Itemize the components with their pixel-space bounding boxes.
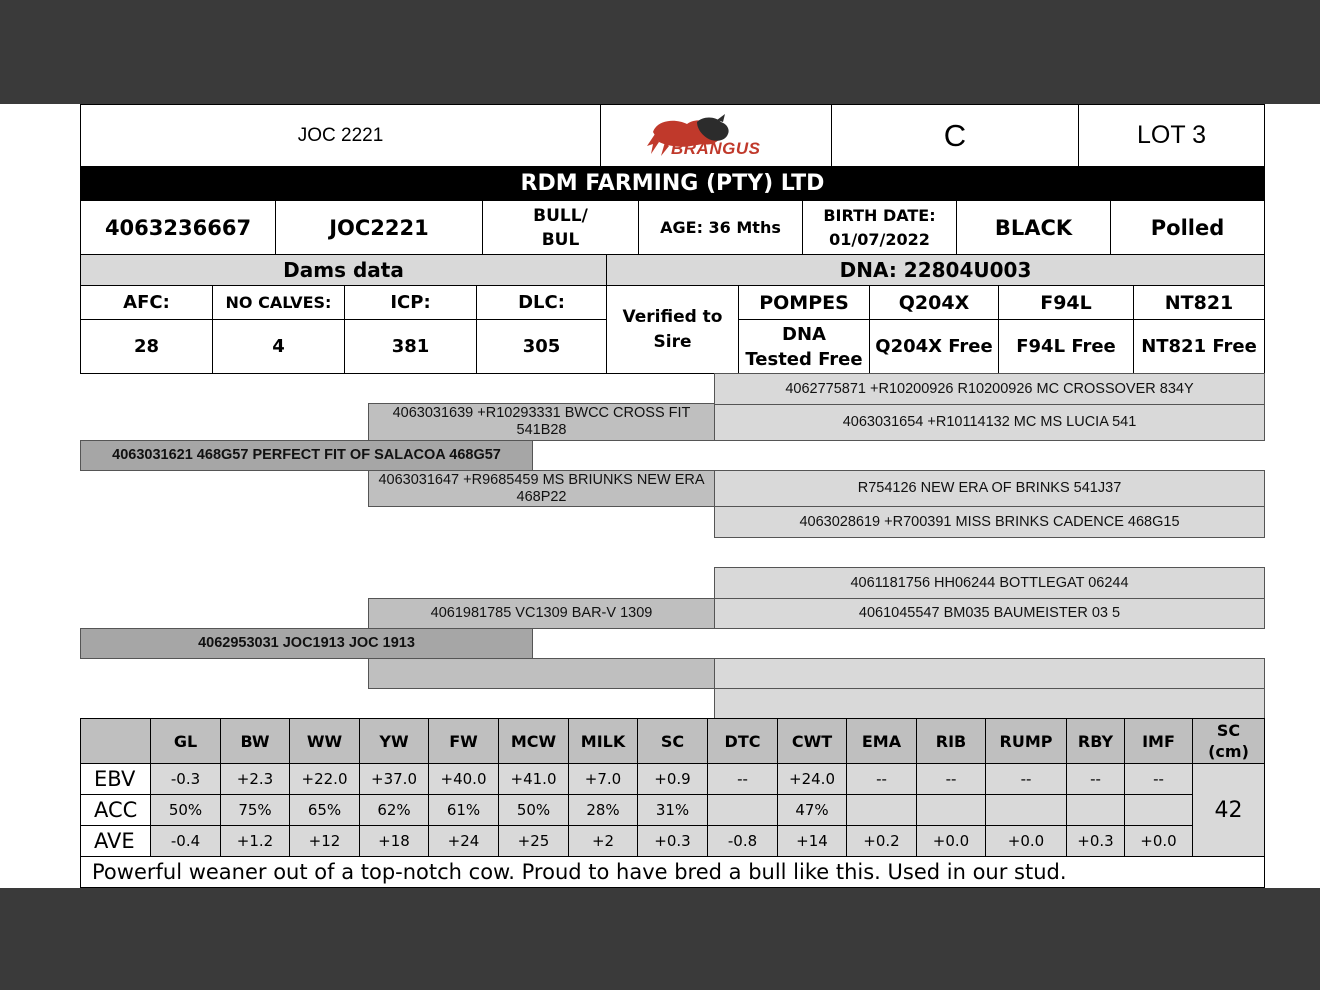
ebv-column-header: EMA [847,719,917,764]
pedigree-text: 4062775871 +R10200926 R10200926 MC CROSSOVER 834Y [785,380,1194,397]
registration-number [80,200,276,255]
ebv-column-header: WW [290,719,360,764]
acc-row [81,795,1265,826]
ebv-cell: +41.0 [499,764,569,795]
dna-test-pompes-header [738,285,870,320]
lot-number [1078,104,1265,167]
dlc-header [476,285,607,320]
dna-test-name: F94L [1040,291,1092,314]
ave-cell: +0.2 [847,826,917,857]
comment-box [80,856,1265,888]
dlc-value [476,319,607,374]
horn-status-text: Polled [1150,215,1225,240]
ave-cell: +0.0 [917,826,986,857]
acc-cell [1125,795,1193,826]
pedigree-dam-sire-dam [714,598,1265,629]
afc-header [80,285,213,320]
pedigree-text: 4063028619 +R700391 MISS BRINKS CADENCE 468G15 [799,513,1180,530]
ebv-column-header: SC [638,719,708,764]
acc-cell [708,795,778,826]
ave-cell: +0.3 [1067,826,1125,857]
ebv-cell: +0.9 [638,764,708,795]
dna-test-name: POMPES [759,291,849,314]
verified-to-sire [606,285,739,374]
pedigree-text: R754126 NEW ERA OF BRINKS 541J37 [857,480,1122,496]
acc-cell: 47% [778,795,847,826]
acc-cell: 61% [429,795,499,826]
ebv-column-header: YW [360,719,429,764]
ave-cell: +0.0 [986,826,1067,857]
dlc-label: DLC: [518,292,565,313]
acc-cell: 50% [499,795,569,826]
dna-test-q204x-header [869,285,999,320]
acc-row-label: ACC [81,795,151,826]
pedigree-dam [80,628,533,659]
ebv-column-header: RIB [917,719,986,764]
ebv-header-row [81,719,1265,764]
dlc-value-text: 305 [522,336,561,357]
ave-cell: +0.0 [1125,826,1193,857]
horn-status-cell [1110,200,1265,255]
ave-cell: -0.8 [708,826,778,857]
sc-cm-header: SC (cm) [1193,719,1265,764]
ebv-cell: -- [1067,764,1125,795]
age-cell [638,200,803,255]
ebv-column-header: RBY [1067,719,1125,764]
breeder-name: RDM FARMING (PTY) LTD [520,171,825,196]
dna-result-pompes [738,319,870,374]
acc-cell [1067,795,1125,826]
no-calves-label: NO CALVES: [225,293,332,312]
dna-heading [606,254,1265,286]
comment-text: Powerful weaner out of a top-notch cow. Proud to have bred a bull like this. Used in our stud. [92,860,1067,884]
afc-value-text: 28 [133,336,160,357]
dna-result-text: NT821 Free [1141,336,1257,357]
ave-cell: +14 [778,826,847,857]
birth-date-text: BIRTH DATE: 01/07/2022 [823,205,936,249]
ebv-column-header: RUMP [986,719,1067,764]
logo-wordmark: BRANGUS [671,139,761,158]
dna-result-nt821 [1133,319,1265,374]
ave-cell: +24 [429,826,499,857]
dna-result-q204x [869,319,999,374]
acc-cell: 31% [638,795,708,826]
no-calves-header [212,285,345,320]
ave-cell: +12 [290,826,360,857]
colour-text: BLACK [994,215,1073,240]
animal-name-text: JOC2221 [329,215,429,240]
acc-cell [986,795,1067,826]
ebv-column-header: DTC [708,719,778,764]
lot-text: LOT 3 [1136,121,1207,149]
ave-cell: +2 [569,826,638,857]
no-calves-value-text: 4 [272,336,285,357]
pedigree-sire-dam [368,470,715,507]
dna-test-name: Q204X [898,291,970,314]
ebv-corner-cell [81,719,151,764]
dna-result-text: F94L Free [1016,336,1116,357]
ebv-table [80,718,1265,857]
icp-value [344,319,477,374]
sex-cell [482,200,639,255]
pedigree-dam-sire-sire [714,567,1265,599]
pedigree-text: 4063031639 +R10293331 BWCC CROSS FIT 541B28 [392,405,691,438]
pedigree-dam-dam [368,658,715,689]
pedigree-text: 4063031621 468G57 PERFECT FIT OF SALACOA 468G57 [112,447,501,463]
acc-cell: 50% [151,795,221,826]
ebv-cell: +2.3 [221,764,290,795]
pedigree-sire-dam-sire [714,470,1265,507]
pedigree-sire-sire [368,403,715,441]
ebv-cell: +37.0 [360,764,429,795]
acc-cell: 75% [221,795,290,826]
ebv-cell: +40.0 [429,764,499,795]
birth-date-cell [802,200,957,255]
no-calves-value [212,319,345,374]
ebv-column-header: MCW [499,719,569,764]
ebv-cell: -0.3 [151,764,221,795]
ebv-row-label: EBV [81,764,151,795]
pedigree-text: 4062953031 JOC1913 JOC 1913 [198,635,415,651]
animal-id-text: JOC 2221 [297,124,384,146]
ebv-row [81,764,1265,795]
ebv-cell: -- [847,764,917,795]
ebv-cell: -- [917,764,986,795]
grade-heading [831,104,1079,167]
pedigree-sire-sire-sire [714,373,1265,405]
pedigree-sire [80,440,533,471]
ebv-cell: -- [1125,764,1193,795]
afc-label: AFC: [123,292,170,313]
pedigree-text: 4061981785 VC1309 BAR-V 1309 [430,605,653,621]
ebv-cell: +7.0 [569,764,638,795]
lot-card [0,104,1320,888]
dna-result-text: DNA Tested Free [745,323,863,370]
icp-value-text: 381 [391,336,430,357]
pedigree-text: 4063031647 +R9685459 MS BRIUNKS NEW ERA 468P22 [378,471,705,505]
icp-header [344,285,477,320]
ebv-column-header: IMF [1125,719,1193,764]
dna-result-f94l [998,319,1134,374]
age-text: AGE: 36 Mths [660,218,781,237]
animal-name [275,200,483,255]
ave-row [81,826,1265,857]
ebv-column-header: GL [151,719,221,764]
dna-result-text: Q204X Free [875,336,993,357]
ebv-column-header: MILK [569,719,638,764]
pedigree-sire-dam-dam [714,506,1265,538]
dams-data-title: Dams data [283,258,404,282]
ebv-column-header: BW [221,719,290,764]
sex-text: BULL/ BUL [533,205,588,250]
icp-label: ICP: [390,292,431,313]
ave-cell: +1.2 [221,826,290,857]
ebv-column-header: CWT [778,719,847,764]
ebv-column-header: FW [429,719,499,764]
pedigree-text: 4061181756 HH06244 BOTTLEGAT 06244 [850,574,1129,591]
afc-value [80,319,213,374]
acc-cell: 65% [290,795,360,826]
grade-text: C [943,117,967,153]
pedigree-text: 4061045547 BM035 BAUMEISTER 03 5 [858,605,1121,621]
pedigree-dam-dam-sire [714,658,1265,689]
dna-test-nt821-header [1133,285,1265,320]
registration-number-text: 4063236667 [104,215,252,240]
ave-cell: +0.3 [638,826,708,857]
ebv-cell: -- [708,764,778,795]
brangus-logo [600,104,832,167]
pedigree-text: 4063031654 +R10114132 MC MS LUCIA 541 [842,414,1137,430]
pedigree-dam-dam-dam [714,688,1265,719]
ave-cell: +18 [360,826,429,857]
pedigree-sire-sire-dam [714,404,1265,441]
ebv-cell: +24.0 [778,764,847,795]
acc-cell: 28% [569,795,638,826]
acc-cell: 62% [360,795,429,826]
acc-cell [847,795,917,826]
breeder-bar [80,166,1265,201]
dna-test-f94l-header [998,285,1134,320]
ave-cell: +25 [499,826,569,857]
sc-cm-value: 42 [1193,764,1265,857]
ave-row-label: AVE [81,826,151,857]
colour-cell [956,200,1111,255]
acc-cell [917,795,986,826]
verified-to-sire-text: Verified to Sire [622,306,723,352]
dna-title: DNA: 22804U003 [839,258,1032,282]
pedigree-dam-sire [368,598,715,629]
animal-id-heading [80,104,601,167]
ebv-cell: -- [986,764,1067,795]
dams-data-heading [80,254,607,286]
ave-cell: -0.4 [151,826,221,857]
ebv-cell: +22.0 [290,764,360,795]
dna-test-name: NT821 [1164,291,1234,314]
